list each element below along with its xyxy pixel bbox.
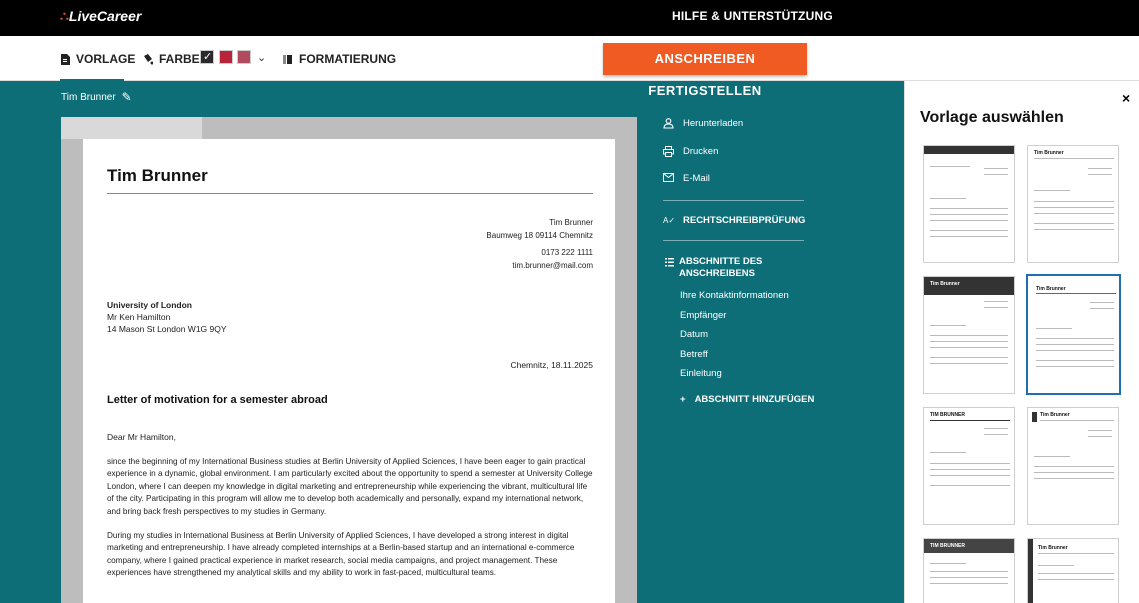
- section-link-recipient[interactable]: Empfänger: [680, 310, 727, 321]
- sender-phone: 0173 222 1111: [541, 248, 593, 257]
- section-link-contact[interactable]: Ihre Kontaktinformationen: [680, 290, 789, 301]
- download-label: Herunterladen: [683, 118, 744, 129]
- preview-margin: [61, 117, 202, 139]
- list-icon: [665, 256, 674, 280]
- tools-divider-2: [663, 240, 804, 241]
- letter-name: Tim Brunner: [107, 166, 208, 185]
- template-thumb-2[interactable]: [1027, 145, 1119, 263]
- add-section-label: ABSCHNITT HINZUFÜGEN: [694, 394, 815, 405]
- spellcheck-icon: A✓: [663, 216, 676, 225]
- color-swatch-rose[interactable]: [237, 50, 251, 64]
- thumb-name: Tim Brunner: [930, 281, 960, 287]
- tab-vorlage[interactable]: [60, 52, 135, 66]
- template-thumb-8[interactable]: [1027, 538, 1119, 603]
- letter-paragraph-2: During my studies in International Business at Berlin University of Applied Sciences, I have developed a strong interest in digital marketing and entrepreneurship. I have already completed internships at a Berlin-based startup and an international e-commerce company, where I gained practical experience in market research, social media campaigns, and project management. These experiences have strengthened my analytical skills and my ability to work in fast-paced, multicultural teams.: [107, 531, 575, 578]
- download-icon: [663, 118, 674, 129]
- finish-letter-button[interactable]: ANSCHREIBEN FERTIGSTELLEN: [603, 43, 807, 75]
- tools-divider-1: [663, 200, 804, 201]
- paint-bucket-icon: [143, 54, 153, 65]
- document-icon: [60, 54, 70, 65]
- color-swatch-red[interactable]: [219, 50, 233, 64]
- print-button[interactable]: [663, 146, 718, 157]
- format-icon: [283, 54, 293, 65]
- section-link-intro[interactable]: Einleitung: [680, 368, 722, 379]
- envelope-icon: [663, 173, 674, 184]
- letter-paragraph-1: since the beginning of my International Business studies at Berlin University of Applied Sciences, I have been eager to gain practical experience in a dynamic, global environment. I am particularly excited about the opportunity to spend a semester at University College London, where I can deepen my knowledge in digital marketing and entrepreneurship while experiencing the vibrant, multicultural life of the city. Participating in this program will allow me to develop both academically and personally, expand my international network, and bring back fresh perspectives to my studies in Germany.: [107, 457, 593, 516]
- pencil-icon[interactable]: ✎: [121, 90, 132, 104]
- tab-formatierung[interactable]: [283, 52, 396, 66]
- template-thumb-7[interactable]: [923, 538, 1015, 603]
- letter-greeting: Dear Mr Hamilton,: [107, 432, 176, 442]
- thumb-name: Tim Brunner: [1038, 545, 1068, 551]
- thumb-name: TIM BRUNNER: [930, 412, 965, 418]
- sender-name: Tim Brunner: [549, 218, 593, 227]
- letter-subject: Letter of motivation for a semester abroad: [107, 394, 328, 406]
- download-button[interactable]: [663, 118, 743, 129]
- recipient-name: Mr Ken Hamilton: [107, 312, 171, 322]
- thumb-name: Tim Brunner: [1040, 412, 1070, 418]
- template-thumb-1[interactable]: [923, 145, 1015, 263]
- template-thumb-3[interactable]: [923, 276, 1015, 394]
- print-label: Drucken: [683, 146, 719, 157]
- recipient-address: 14 Mason St London W1G 9QY: [107, 324, 227, 334]
- section-link-date[interactable]: Datum: [680, 329, 708, 340]
- template-thumb-5[interactable]: [923, 407, 1015, 525]
- add-section-button[interactable]: [680, 394, 814, 405]
- template-panel: [904, 81, 1139, 603]
- email-button[interactable]: [663, 173, 710, 184]
- thumb-name: Tim Brunner: [1034, 150, 1064, 156]
- template-thumb-6[interactable]: [1027, 407, 1119, 525]
- email-label: E-Mail: [683, 173, 710, 184]
- spellcheck-label: RECHTSCHREIBPRÜFUNG: [683, 215, 806, 226]
- tab-farbe-label: FARBE: [159, 52, 200, 66]
- letter-paper[interactable]: [83, 139, 615, 603]
- sections-heading: [665, 256, 762, 280]
- thumb-name: Tim Brunner: [1036, 286, 1066, 292]
- livecareer-logo[interactable]: ∴LiveCareer: [60, 8, 142, 24]
- thumb-name: TIM BRUNNER: [930, 543, 965, 549]
- letter-divider: [107, 193, 593, 194]
- tab-farbe[interactable]: [143, 52, 200, 66]
- plus-icon: +: [680, 394, 686, 405]
- document-name: [61, 90, 132, 104]
- panel-title: Vorlage auswählen: [920, 109, 1064, 126]
- help-link[interactable]: HILFE & UNTERSTÜTZUNG: [672, 9, 833, 23]
- sections-heading-line2: ANSCHREIBENS: [679, 268, 756, 279]
- printer-icon: [663, 146, 674, 157]
- letter-preview: [61, 117, 637, 603]
- section-link-subject[interactable]: Betreff: [680, 349, 708, 360]
- top-bar: [0, 0, 1139, 36]
- chevron-down-icon[interactable]: ⌄: [257, 52, 267, 64]
- recipient-org: University of London: [107, 300, 192, 310]
- template-thumb-4-selected[interactable]: [1026, 274, 1121, 395]
- tab-format-label: FORMATIERUNG: [299, 52, 397, 66]
- spellcheck-button[interactable]: [663, 215, 805, 226]
- sender-email: tim.brunner@mail.com: [512, 261, 593, 270]
- sections-heading-line1: ABSCHNITTE DES: [679, 256, 763, 267]
- color-swatch-black[interactable]: [200, 50, 214, 64]
- close-icon[interactable]: ×: [1122, 90, 1131, 106]
- document-name-label: Tim Brunner: [61, 91, 116, 103]
- letter-date: Chemnitz, 18.11.2025: [510, 360, 593, 370]
- sender-address: Baumweg 18 09114 Chemnitz: [486, 231, 593, 240]
- tab-vorlage-label: VORLAGE: [76, 52, 136, 66]
